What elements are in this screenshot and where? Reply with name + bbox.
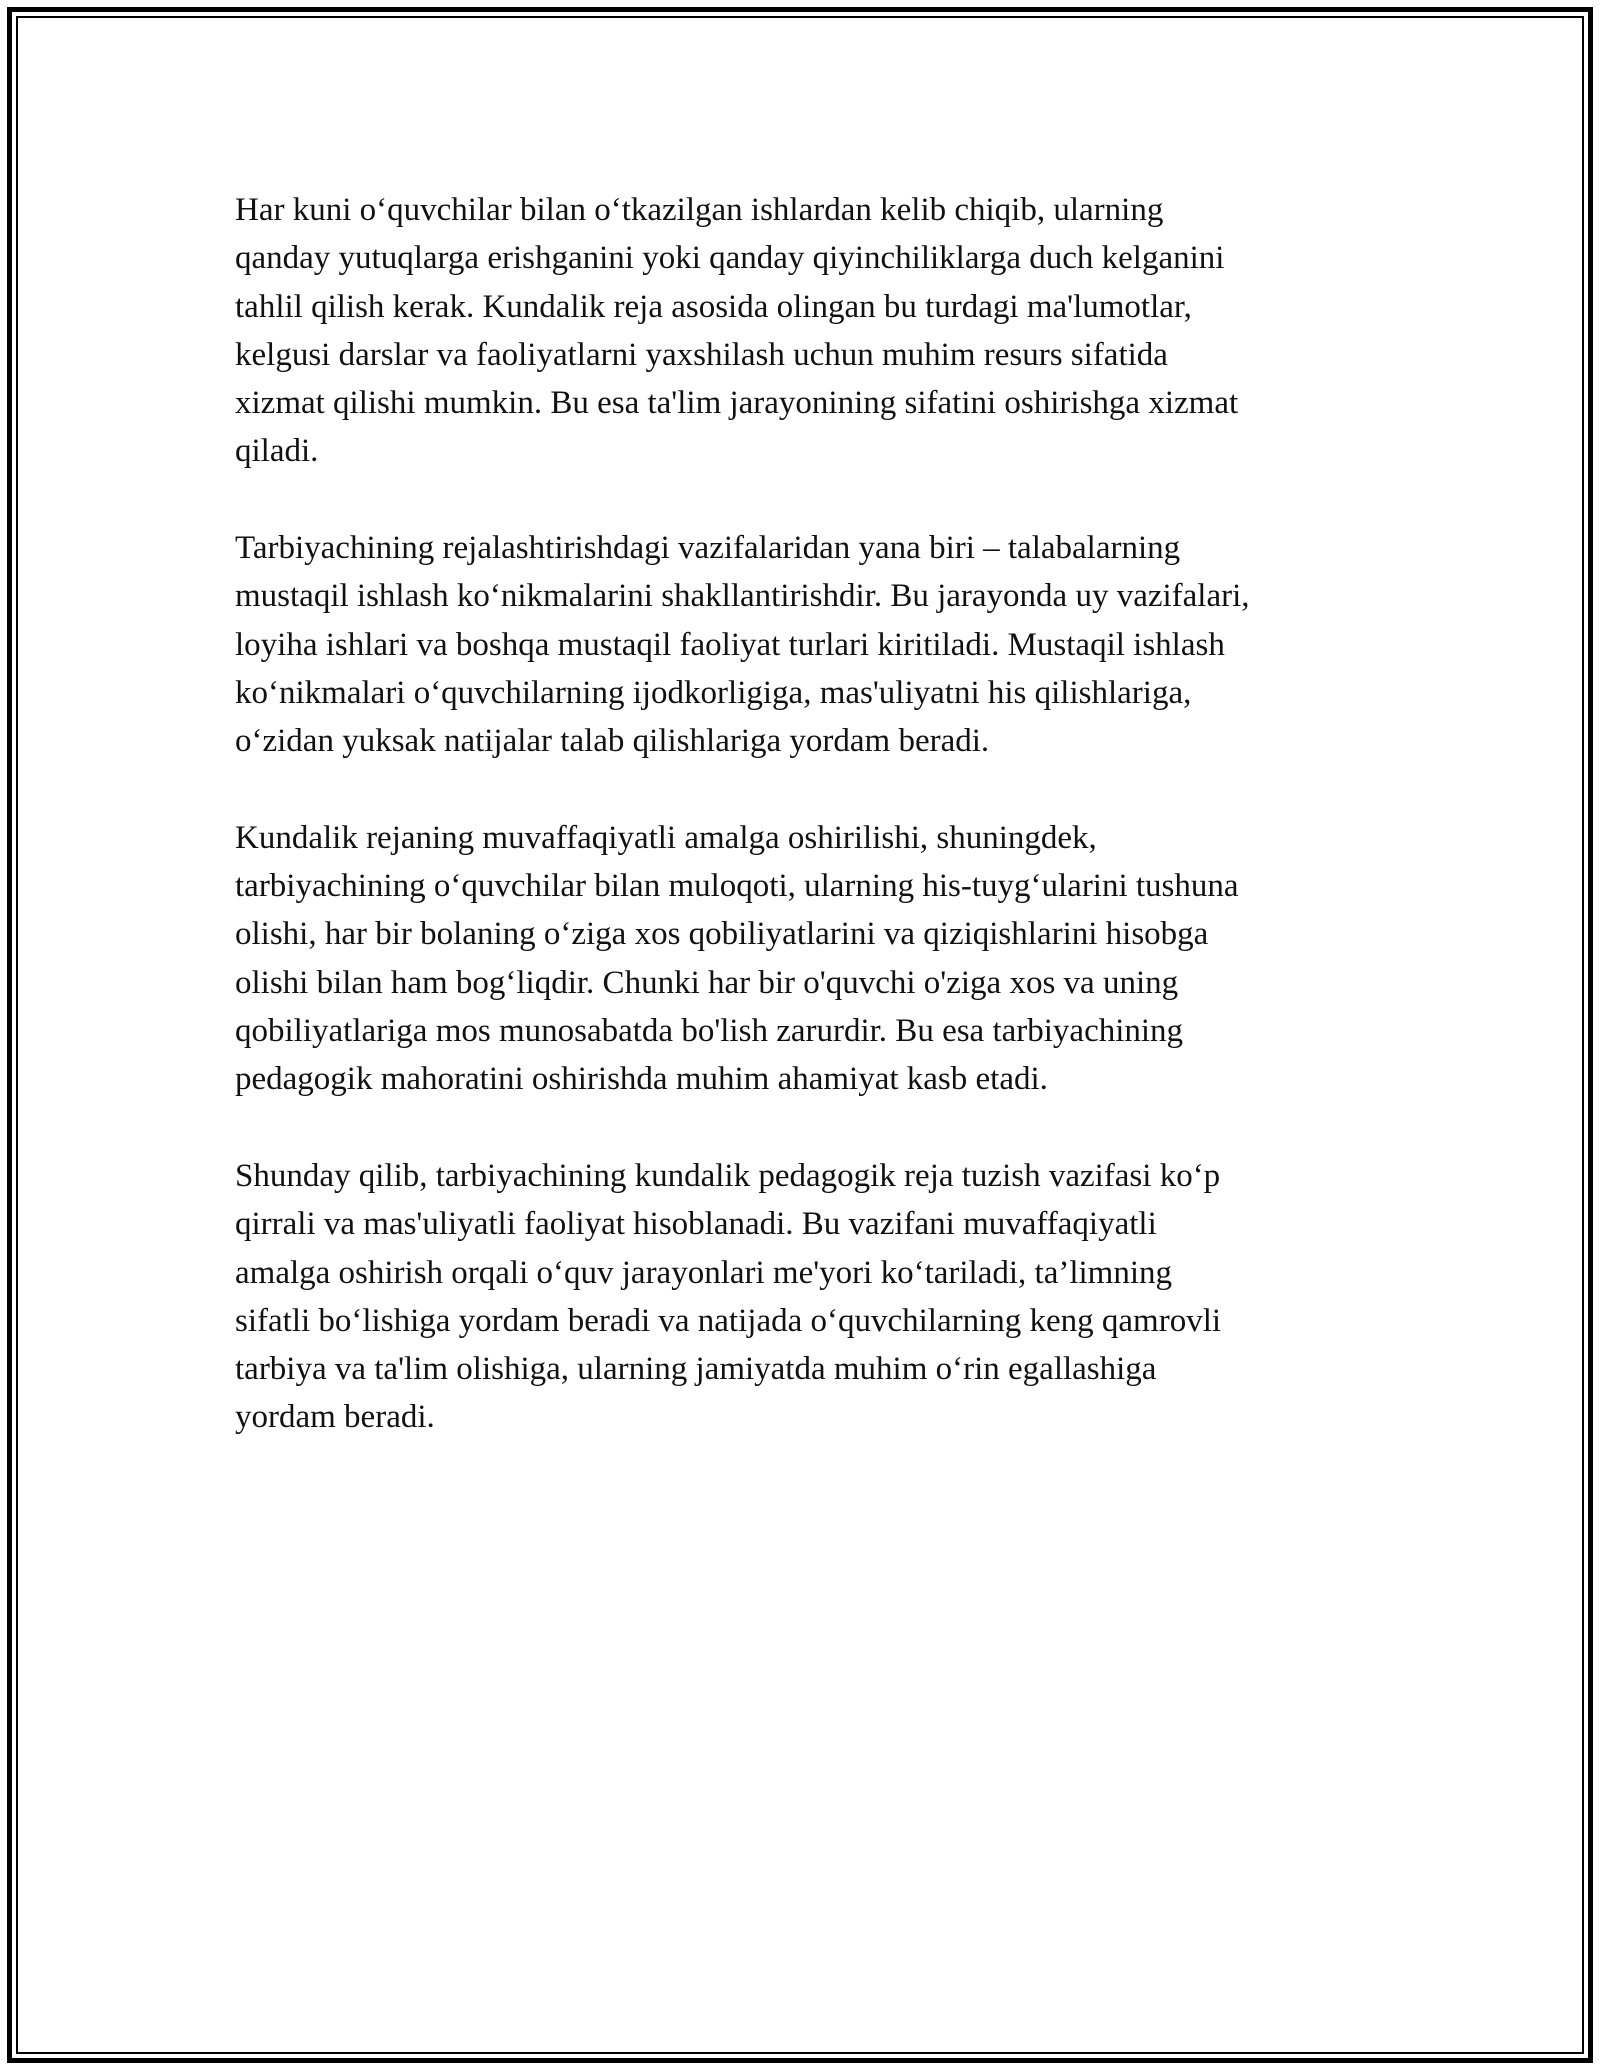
document-body: [235, 186, 1385, 1490]
text-line: ko‘nikmalari o‘quvchilarning ijodkorligiga, mas'uliyatni his qilishlariga,: [235, 674, 1192, 711]
text-line: Kundalik rejaning muvaffaqiyatli amalga oshirilishi, shuningdek,: [235, 819, 1097, 856]
paragraph-3: [235, 814, 1385, 1104]
text-line: yordam beradi.: [235, 1399, 435, 1436]
text-line: qirrali va mas'uliyatli faoliyat hisoblanadi. Bu vazifani muvaffaqiyatli: [235, 1206, 1157, 1243]
text-line: olishi bilan ham bog‘liqdir. Chunki har bir o'quvchi o'ziga xos va uning: [235, 964, 1179, 1001]
paragraph-4: [235, 1152, 1385, 1442]
text-line: qiladi.: [235, 433, 319, 470]
text-line: olishi, har bir bolaning o‘ziga xos qobiliyatlarini va qiziqishlarini hisobga: [235, 916, 1209, 953]
text-line: Shunday qilib, tarbiyachining kundalik pedagogik reja tuzish vazifasi ko‘p: [235, 1157, 1221, 1194]
text-line: tarbiyachining o‘quvchilar bilan muloqoti, ularning his-tuyg‘ularini tushuna: [235, 868, 1239, 905]
paragraph-1: [235, 186, 1385, 476]
text-line: pedagogik mahoratini oshirishda muhim ahamiyat kasb etadi.: [235, 1061, 1048, 1098]
text-line: Har kuni o‘quvchilar bilan o‘tkazilgan ishlardan kelib chiqib, ularning: [235, 192, 1164, 228]
text-line: tarbiya va ta'lim olishiga, ularning jamiyatda muhim o‘rin egallashiga: [235, 1351, 1157, 1388]
text-line: o‘zidan yuksak natijalar talab qilishlariga yordam beradi.: [235, 723, 990, 760]
text-line: loyiha ishlari va boshqa mustaqil faoliyat turlari kiritiladi. Mustaqil ishlash: [235, 626, 1225, 663]
text-line: kelgusi darslar va faoliyatlarni yaxshilash uchun muhim resurs sifatida: [235, 336, 1168, 373]
text-line: sifatli bo‘lishiga yordam beradi va natijada o‘quvchilarning keng qamrovli: [235, 1302, 1222, 1339]
text-line: tahlil qilish kerak. Kundalik reja asosida olingan bu turdagi ma'lumotlar,: [235, 288, 1192, 325]
text-line: xizmat qilishi mumkin. Bu esa ta'lim jarayonining sifatini oshirishga xizmat: [235, 385, 1239, 422]
paragraph-2: [235, 524, 1385, 765]
text-line: qobiliyatlariga mos munosabatda bo'lish zarurdir. Bu esa tarbiyachining: [235, 1013, 1184, 1050]
text-line: mustaqil ishlash ko‘nikmalarini shakllantirishdir. Bu jarayonda uy vazifalari,: [235, 578, 1250, 615]
text-line: qanday yutuqlarga erishganini yoki qanday qiyinchiliklarga duch kelganini: [235, 240, 1225, 277]
text-line: Tarbiyachining rejalashtirishdagi vazifalaridan yana biri – talabalarning: [235, 530, 1181, 567]
text-line: amalga oshirish orqali o‘quv jarayonlari me'yori ko‘tariladi, ta’limning: [235, 1254, 1173, 1291]
